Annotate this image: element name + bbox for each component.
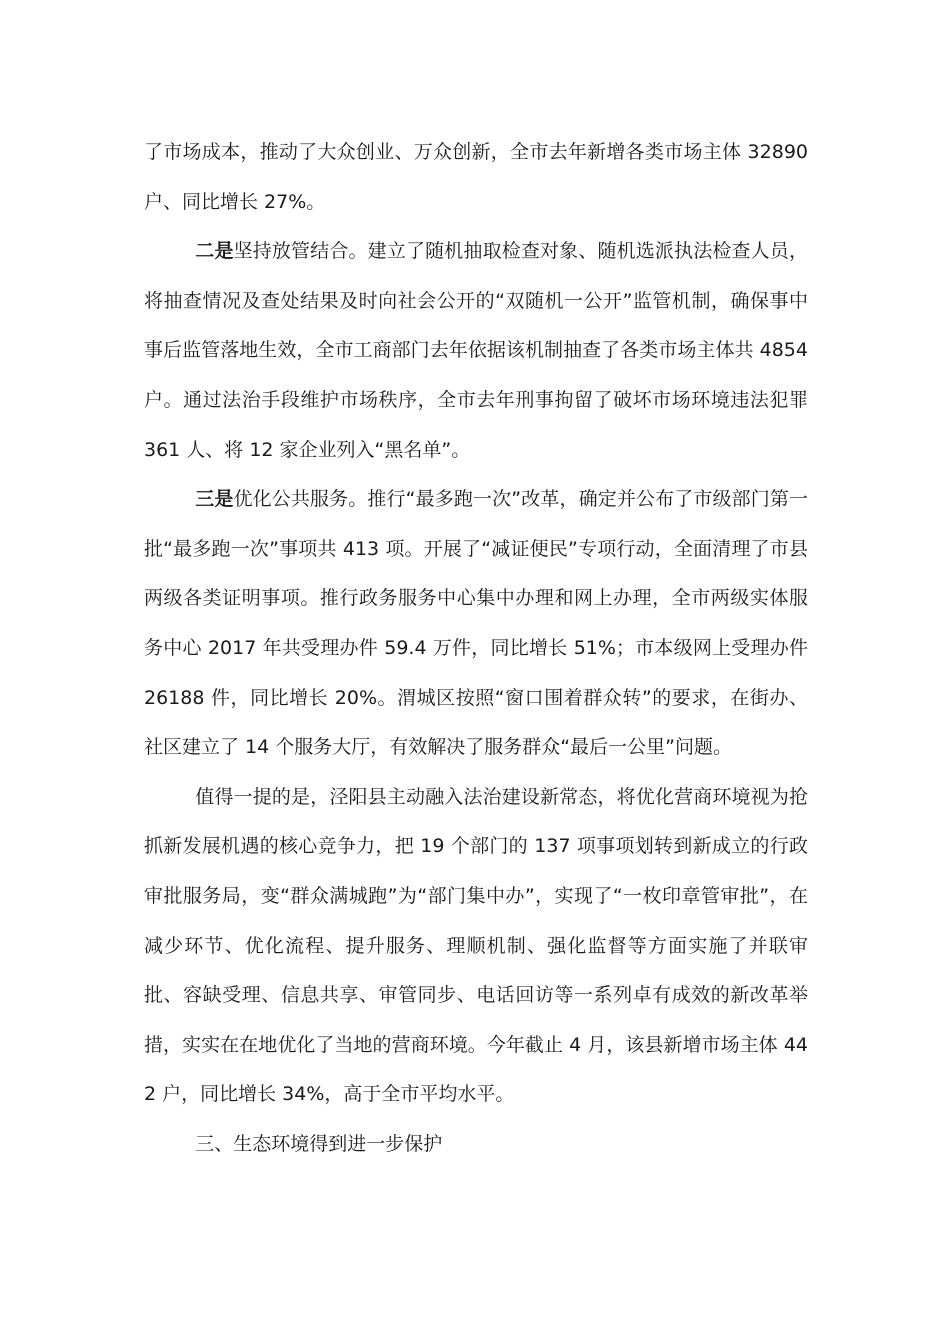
section-heading-text: 三、生态环境得到进一步保护	[195, 1132, 443, 1155]
paragraph-lead: 二是	[195, 240, 234, 263]
paragraph-point-three	[144, 475, 808, 773]
document-body	[144, 128, 808, 1169]
paragraph-text: 优化公共服务。推行“最多跑一次”改革，确定并公布了市级部门第一批“最多跑一次”事项共 413 项。开展了“减证便民”专项行动，全面清理了市县两级各类证明事项。推行政务服务中心集中办理和网上办理，全市两级实体服务中心 2017 年共受理办件 59.4 万件，同比增长 51%；市本级网上受理办件 26188 件，同比增长 20%。渭城区按照“窗口围着群众转”的要求，在街办、社区建立了 14 个服务大厅，有效解决了服务群众“最后一公里”问题。	[144, 488, 808, 759]
paragraph-continuation	[144, 128, 808, 227]
paragraph-point-two	[144, 227, 808, 475]
paragraph-text: 坚持放管结合。建立了随机抽取检查对象、随机选派执法检查人员，将抽查情况及查处结果及时向社会公开的“双随机一公开”监管机制，确保事中事后监管落地生效，全市工商部门去年依据该机制抽查了各类市场主体共 4854 户。通过法治手段维护市场秩序，全市去年刑事拘留了破坏市场环境违法犯罪 361 人、将 12 家企业列入“黑名单”。	[144, 240, 808, 461]
paragraph-jingyang	[144, 773, 808, 1120]
paragraph-text: 了市场成本，推动了大众创业、万众创新，全市去年新增各类市场主体 32890 户、同比增长 27%。	[144, 141, 808, 213]
section-heading	[144, 1120, 808, 1170]
paragraph-lead: 三是	[195, 488, 234, 511]
paragraph-text: 值得一提的是，泾阳县主动融入法治建设新常态，将优化营商环境视为抢抓新发展机遇的核心竞争力，把 19 个部门的 137 项事项划转到新成立的行政审批服务局，变“群众满城跑”为“部门集中办”，实现了“一枚印章管审批”，在减少环节、优化流程、提升服务、理顺机制、强化监督等方面实施了并联审批、容缺受理、信息共享、审管同步、电话回访等一系列卓有成效的新改革举措，实实在在地优化了当地的营商环境。今年截止 4 月，该县新增市场主体 442 户，同比增长 34%，高于全市平均水平。	[144, 785, 808, 1106]
